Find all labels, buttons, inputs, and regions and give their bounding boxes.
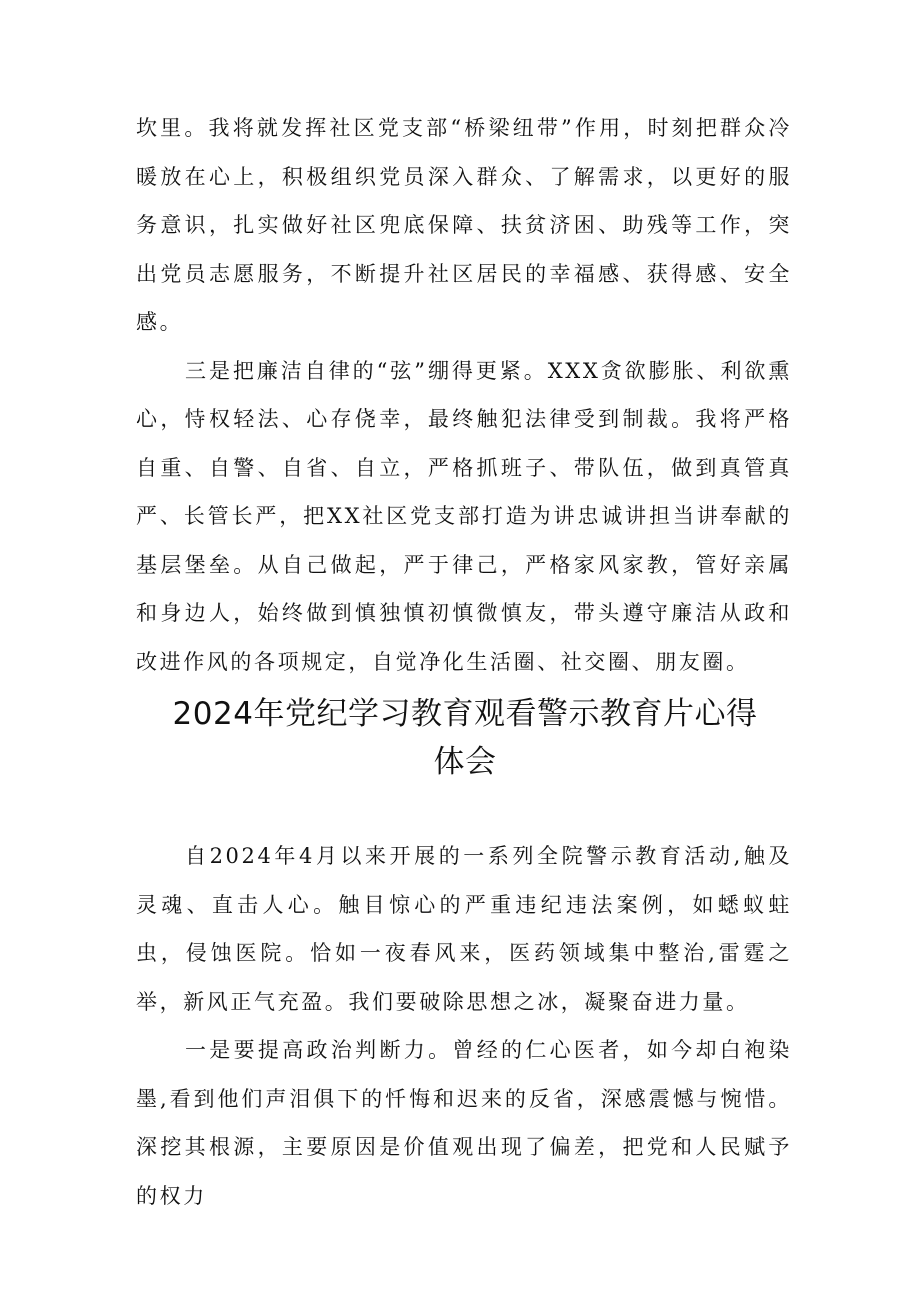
paragraph-integrity-discipline: 三是把廉洁自律的“弦”绷得更紧。XXX贪欲膨胀、利欲熏心，恃权轻法、心存侥幸，最终触犯法律受到制裁。我将严格自重、自警、自省、自立，严格抓班子、带队伍，做到真管真严、长管长严，把XX社区党支部打造为讲忠诚讲担当讲奉献的基层堡垒。从自己做起，严于律己，严格家风家教，管好亲属和身边人，始终做到慎独慎初慎微慎友，带头遵守廉洁从政和改进作风的各项规定，自觉净化生活圈、社交圈、朋友圈。 <box>136 358 792 674</box>
paragraph-community-service: 坎里。我将就发挥社区党支部“桥梁纽带”作用，时刻把群众冷暖放在心上，积极组织党员深入群众、了解需求，以更好的服务意识，扎实做好社区兜底保障、扶贫济困、助残等工作，突出党员志愿服务，不断提升社区居民的幸福感、获得感、安全感。 <box>136 116 792 334</box>
previous-article-continuation <box>136 104 792 686</box>
article-title-line-1: 2024年党纪学习教育观看警示教育片心得 <box>172 696 758 732</box>
article-title <box>120 690 810 786</box>
article-title-line-2: 体会 <box>433 744 497 780</box>
paragraph-political-judgment: 一是要提高政治判断力。曾经的仁心医者，如今却白袍染墨,看到他们声泪俱下的忏悔和迟来的反省，深感震憾与惋惜。深挖其根源，主要原因是价值观出现了偏差，把党和人民赋予的权力 <box>136 1038 792 1208</box>
article-body <box>136 832 792 1220</box>
paragraph-intro: 自2024年4月以来开展的一系列全院警示教育活动,触及灵魂、直击人心。触目惊心的严重违纪违法案例，如蟋蚁蛀虫，侵蚀医院。恰如一夜春风来，医药领域集中整治,雷霆之举，新风正气充盈。我们要破除思想之冰，凝聚奋进力量。 <box>136 844 792 1014</box>
